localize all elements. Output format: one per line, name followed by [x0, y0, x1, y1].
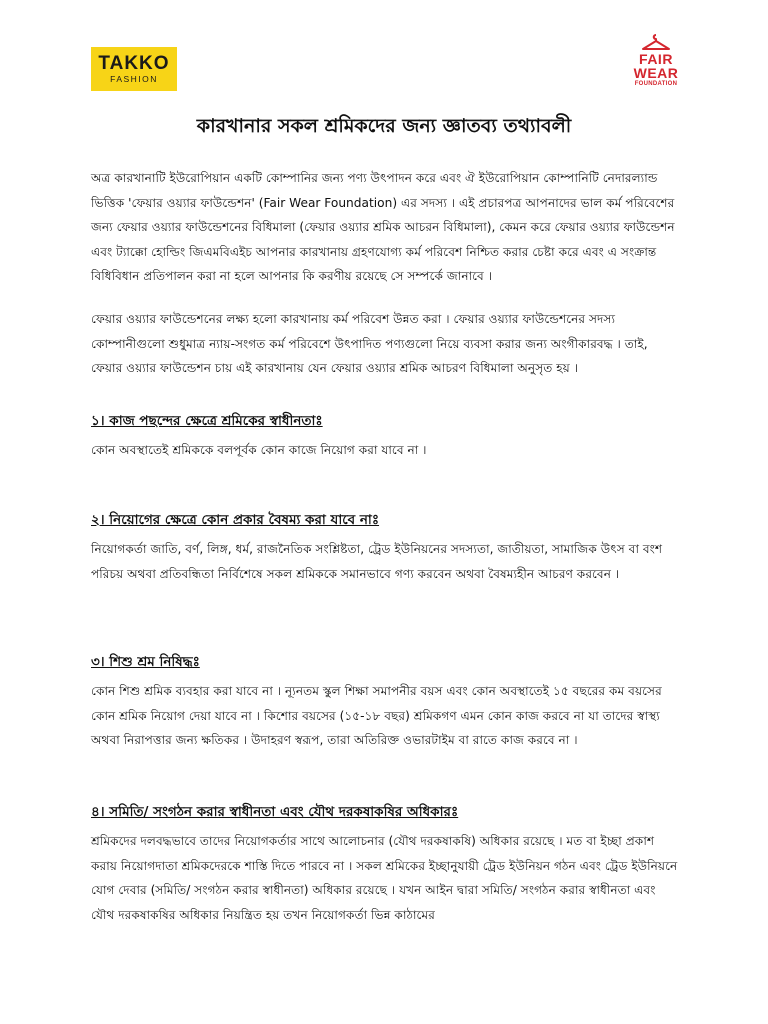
section-2-body: নিয়োগকর্তা জাতি, বর্ণ, লিঙ্গ, ধর্ম, রাজনৈতিক সংশ্লিষ্টতা, ট্রেড ইউনিয়নের সদস্যতা, জাতীয়তা, সামাজিক উৎস বা বংশ পরিচয় অথবা প্রতিবন্ধিতা নির্বিশেষে সকল শ্রমিককে সমানভাবে গণ্য করবেন অথবা বৈষম্যহীন আচরণ করবেন ।	[91, 542, 663, 581]
takko-logo-brand: TAKKO	[98, 53, 170, 74]
section-3-body: কোন শিশু শ্রমিক ব্যবহার করা যাবে না । ন্যূনতম স্কুল শিক্ষা সমাপনীর বয়স এবং কোন অবস্থাতেই ১৫ বছরের কম বয়সের কোন শ্রমিক নিয়োগ দেয়া যাবে না । কিশোর বয়সের (১৫-১৮ বছর) শ্রমিকগণ এমন কোন কাজ করবে না যা তাদের স্বাস্থ্য অথবা নিরাপত্তার জন্য ক্ষতিকর । উদাহরণ স্বরূপ, তারা অতিরিক্ত ওভারটাইম বা রাতে কাজ করবে না ।	[91, 684, 662, 747]
document-title: কারখানার সকল শ্রমিকদের জন্য জ্ঞাতব্য তথ্যাবলী	[196, 115, 572, 137]
section-2-heading: ২। নিয়োগের ক্ষেত্রে কোন প্রকার বৈষম্য করা যাবে নাঃ	[91, 512, 380, 528]
section-1-body: কোন অবস্থাতেই শ্রমিককে বলপূর্বক কোন কাজে নিয়োগ করা যাবে না ।	[91, 443, 427, 457]
intro-paragraph-2: ফেয়ার ওয়্যার ফাউন্ডেশনের লক্ষ্য হলো কারখানায় কর্ম পরিবেশ উন্নত করা । ফেয়ার ওয়্যার ফাউন্ডেশনের সদস্য কোম্পানীগুলো শুধুমাত্র ন্যায়-সংগত কর্ম পরিবেশে উৎপাদিত পণ্যগুলো নিয়ে ব্যবসা করার জন্য অংগীকারবদ্ধ । তাই, ফেয়ার ওয়্যার ফাউন্ডেশন চায় এই কারখানায় যেন ফেয়ার ওয়্যার শ্রমিক আচরণ বিধিমালা অনুসৃত হয় ।	[91, 312, 648, 375]
section-4-heading: ৪। সমিতি/ সংগঠন করার স্বাধীনতা এবং যৌথ দরকষাকষির অধিকারঃ	[91, 804, 459, 820]
takko-logo-sub: FASHION	[110, 74, 158, 84]
fwf-logo-line2: WEAR	[633, 65, 679, 81]
fwf-logo-line3: FOUNDATION	[634, 81, 678, 87]
section-1-heading: ১। কাজ পছন্দের ক্ষেত্রে শ্রমিকের স্বাধীনতাঃ	[91, 413, 323, 429]
fair-wear-foundation-logo	[630, 32, 682, 96]
intro-paragraph-1: অত্র কারখানাটি ইউরোপিয়ান একটি কোম্পানির জন্য পণ্য উৎপাদন করে এবং ঐ ইউরোপিয়ান কোম্পানিটি নেদারল্যান্ড ভিত্তিক 'ফেয়ার ওয়্যার ফাউন্ডেশন' (Fair Wear Foundation) এর সদস্য । এই প্রচারপত্র আপনাদের ভাল কর্ম পরিবেশের জন্য ফেয়ার ওয়্যার ফাউন্ডেশনের বিধিমালা (ফেয়ার ওয়্যার শ্রমিক আচরন বিধিমালা), কেমন করে ফেয়ার ওয়্যার ফাউন্ডেশন এবং ট্যাক্কো হোল্ডিং জিএমবিএইচ আপনার কারখানায় গ্রহণযোগ্য কর্ম পরিবেশ নিশ্চিত করার চেষ্টা করে এবং এ সংক্রান্ত বিধিবিধান প্রতিপালন করা না হলে আপনার কি করণীয় রয়েছে সে সম্পর্কে জানাবে ।	[91, 171, 675, 283]
takko-fashion-logo	[91, 47, 177, 91]
fwf-logo-line1: FAIR	[639, 51, 673, 67]
hanger-icon	[641, 32, 671, 52]
section-3-heading: ৩। শিশু শ্রম নিষিদ্ধঃ	[91, 654, 200, 670]
section-4-body: শ্রমিকদের দলবদ্ধভাবে তাদের নিয়োগকর্তার সাথে আলোচনার (যৌথ দরকষাকষি) অধিকার রয়েছে । মত বা ইচ্ছা প্রকাশ করায় নিয়োগদাতা শ্রমিকদেরকে শাস্তি দিতে পারবে না । সকল শ্রমিকের ইচ্ছানুযায়ী ট্রেড ইউনিয়ন গঠন এবং ট্রেড ইউনিয়নে যোগ দেবার (সমিতি/ সংগঠন করার স্বাধীনতা) অধিকার রয়েছে । যখন আইন দ্বারা সমিতি/ সংগঠন করার স্বাধীনতা এবং যৌথ দরকষাকষির অধিকার নিয়ন্ত্রিত হয় তখন নিয়োগকর্তা ভিন্ন কাঠামের	[91, 834, 678, 922]
